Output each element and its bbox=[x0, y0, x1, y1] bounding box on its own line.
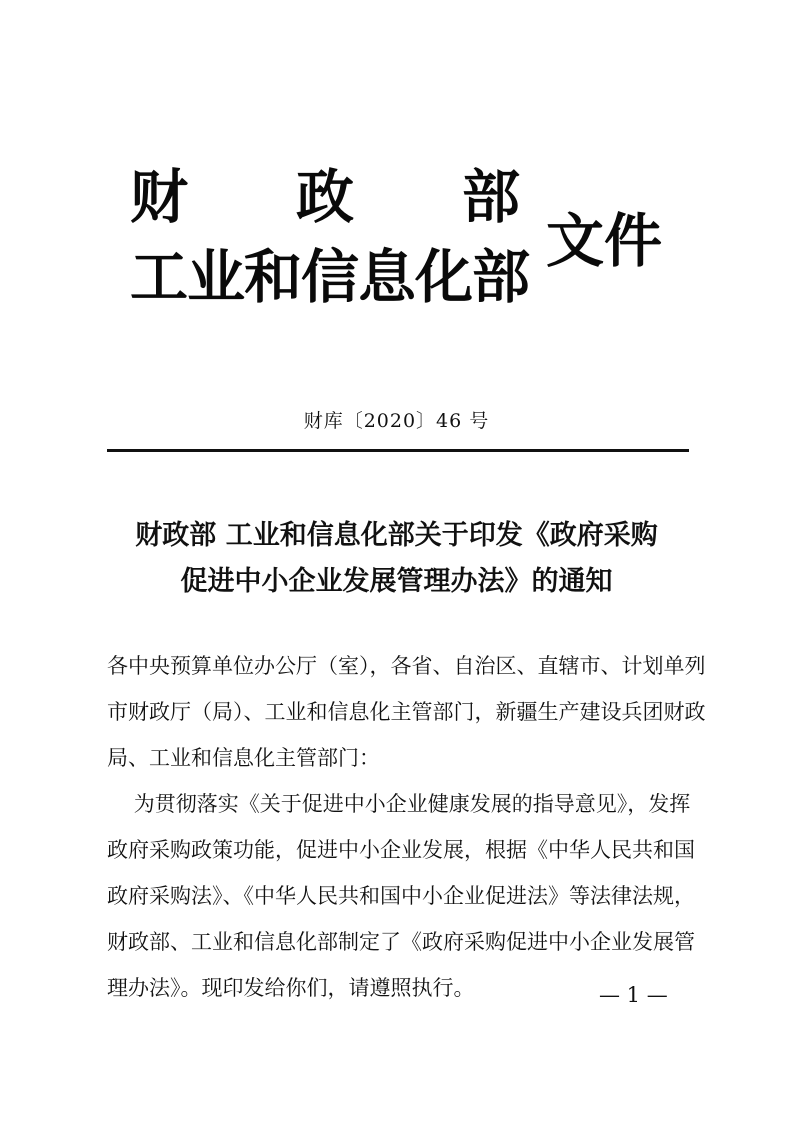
header-divider bbox=[107, 449, 689, 452]
document-number: 财库〔2020〕46 号 bbox=[303, 410, 490, 432]
issuer-char: 财 bbox=[130, 163, 189, 231]
page-number: — 1 — bbox=[599, 983, 668, 1007]
issuer-miit: 工业和信息化部 bbox=[130, 243, 530, 311]
body-line: 市财政厅（局）、工业和信息化主管部门，新疆生产建设兵团财政 bbox=[107, 700, 706, 724]
body-line: 各中央预算单位办公厅（室），各省、自治区、直辖市、计划单列 bbox=[107, 654, 706, 678]
issuer-char: 政 bbox=[295, 163, 354, 231]
body-line: 政府采购政策功能，促进中小企业发展，根据《中华人民共和国 bbox=[107, 838, 695, 862]
issuer-ministry-of-finance bbox=[130, 163, 520, 231]
body-line: 政府采购法》、《中华人民共和国中小企业促进法》等法律法规， bbox=[107, 884, 695, 908]
body-line: 局、工业和信息化主管部门： bbox=[107, 746, 380, 770]
document-word: 文件 bbox=[546, 207, 663, 275]
notice-title-line: 财政部 工业和信息化部关于印发《政府采购 bbox=[135, 520, 658, 551]
issuer-char: 部 bbox=[461, 163, 520, 231]
notice-title-line: 促进中小企业发展管理办法》的通知 bbox=[180, 566, 613, 597]
body-line: 理办法》。现印发给你们，请遵照执行。 bbox=[107, 976, 475, 1000]
body-line: 为贯彻落实《关于促进中小企业健康发展的指导意见》，发挥 bbox=[107, 792, 691, 816]
body-line: 财政部、工业和信息化部制定了《政府采购促进中小企业发展管 bbox=[107, 930, 695, 954]
